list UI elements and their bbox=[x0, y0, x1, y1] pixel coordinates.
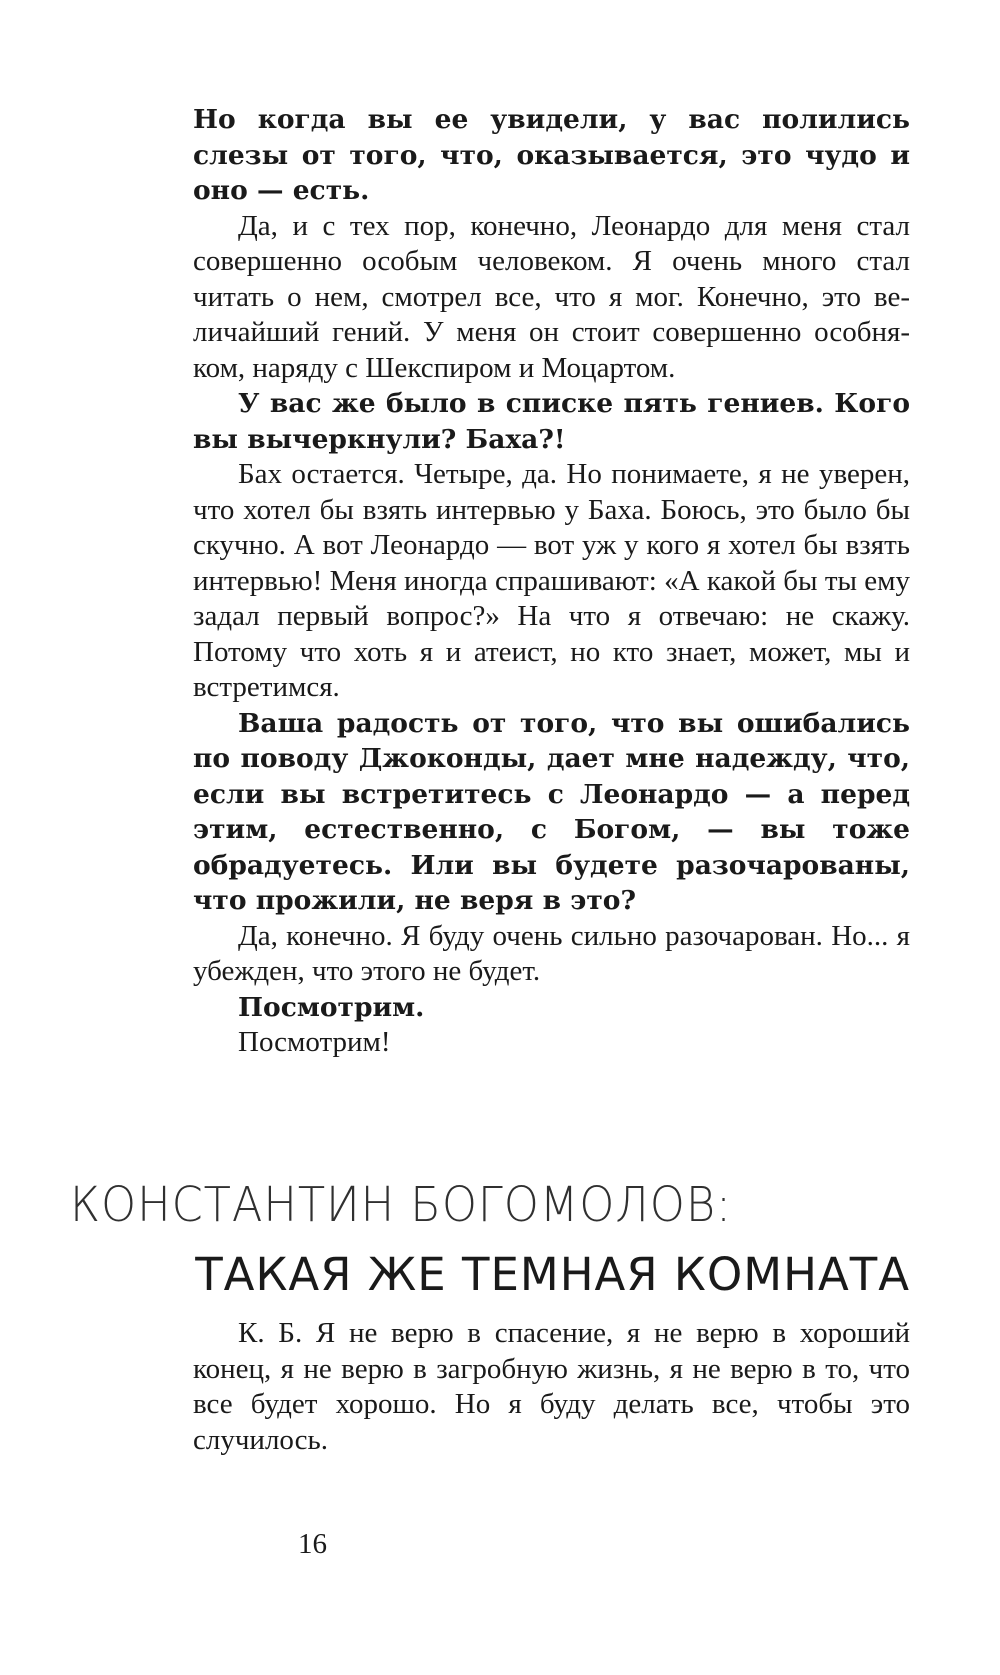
answer-paragraph: Бах остается. Четыре, да. Но понимаете, я не уверен, что хотел бы взять интервью у Баха. Боюсь, это было бы скучно. А вот Леонардо — вот уж у кого я хотел бы взять интервью! Меня иногда спрашивают: «А какой бы ты ему задал первый вопрос?» На что я отвечаю: не скажу. Потому что хоть я и атеист, но кто знает, может, мы и встретимся. bbox=[193, 458, 910, 703]
question-paragraph: Ваша радость от того, что вы ошибались по поводу Джоконды, дает мне надежду, что, если вы встретитесь с Леонардо — а перед этим, естественно, с Богом, — вы тоже обрадуетесь. Или вы будете разочарованы, что прожили, не веря в это? bbox=[193, 707, 910, 916]
question-paragraph: Но когда вы ее увидели, у вас полились слезы от того, что, оказывается, это чудо и оно — есть. bbox=[193, 104, 910, 206]
chapter-heading-author: КОНСТАНТИН БОГОМОЛОВ: bbox=[70, 1177, 732, 1233]
answer-paragraph: К. Б. Я не верю в спасение, я не верю в хороший конец, я не верю в загробную жизнь, я не верю в то, что все будет хорошо. Но я буду делать все, чтобы это случилось. bbox=[193, 1317, 910, 1456]
chapter-heading-title: ТАКАЯ ЖЕ ТЕМНАЯ КОМНАТА bbox=[195, 1248, 910, 1301]
interview-text-bottom bbox=[193, 1316, 910, 1458]
question-paragraph: У вас же было в списке пять гениев. Кого вы вычеркнули? Баха?! bbox=[193, 388, 910, 455]
answer-paragraph: Посмотрим! bbox=[238, 1026, 391, 1058]
answer-paragraph: Да, конечно. Я буду очень сильно разочарован. Но... я убежден, что этого не будет. bbox=[193, 919, 910, 987]
interview-text-top bbox=[193, 102, 910, 1061]
question-paragraph: Посмотрим. bbox=[238, 991, 425, 1023]
page-number: 16 bbox=[298, 1528, 327, 1560]
answer-paragraph: Да, и с тех пор, конечно, Леонардо для меня стал совершенно особым человеком. Я очень много стал читать о нем, смотрел все, что я мог. Конечно, это величайший гений. У меня он стоит совершенно особняком, наряду с Шекспиром и Моцартом. bbox=[193, 209, 910, 384]
